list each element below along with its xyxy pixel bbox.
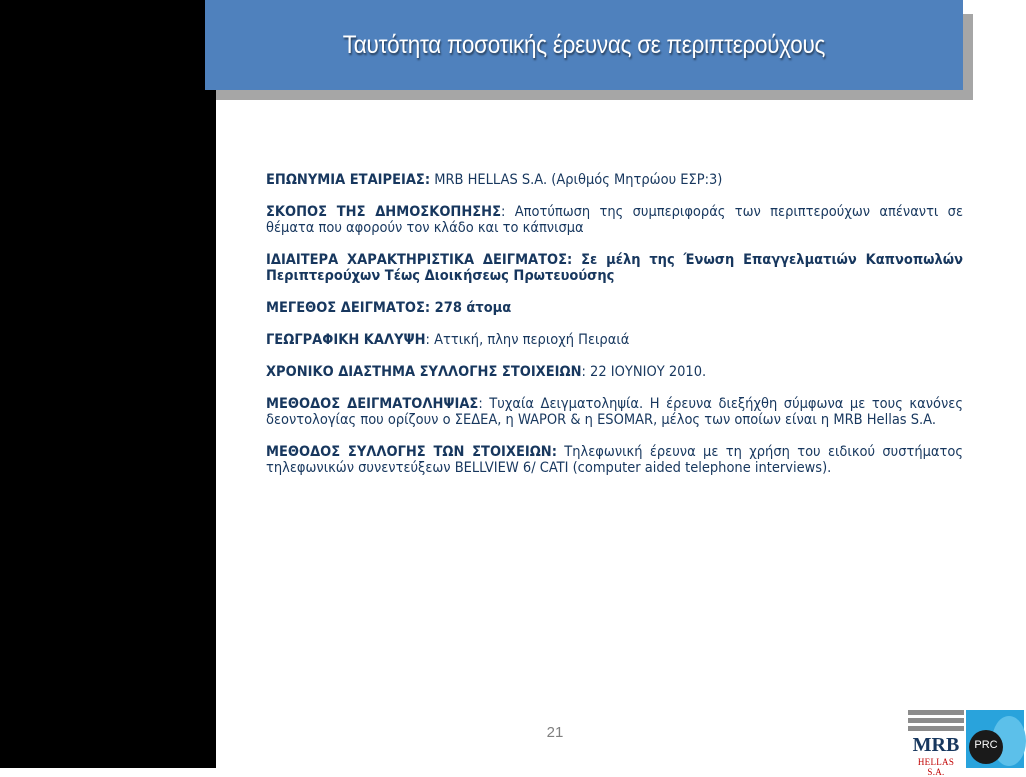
- para-survey-purpose: [266, 204, 963, 236]
- label-data-collection-period: ΧΡΟΝΙΚΟ ΔΙΑΣΤΗΜΑ ΣΥΛΛΟΓΗΣ ΣΤΟΙΧΕΙΩΝ: [266, 364, 582, 380]
- value-company-name: MRB HELLAS S.A. (Αριθμός Μητρώου ΕΣΡ:3): [430, 172, 723, 188]
- mrb-logo-bars: [908, 710, 964, 734]
- para-data-collection-method: [266, 444, 963, 476]
- para-company-name: [266, 172, 963, 188]
- label-survey-purpose: ΣΚΟΠΟΣ ΤΗΣ ΔΗΜΟΣΚΟΠΗΣΗΣ: [266, 204, 501, 220]
- label-sample-size: ΜΕΓΕΘΟΣ ΔΕΙΓΜΑΤΟΣ: 278 άτομα: [266, 300, 512, 316]
- survey-details: [266, 172, 963, 492]
- label-sampling-method: ΜΕΘΟΔΟΣ ΔΕΙΓΜΑΤΟΛΗΨΙΑΣ: [266, 396, 479, 412]
- para-sample-size: [266, 300, 963, 316]
- para-data-collection-period: [266, 364, 963, 380]
- page-title: Ταυτότητα ποσοτικής έρευνας σε περιπτερούχους: [342, 30, 826, 59]
- page-number: 21: [546, 724, 564, 741]
- value-data-collection-period: : 22 ΙΟΥΝΙΟΥ 2010.: [581, 364, 707, 380]
- value-geographic-coverage: : Αττική, πλην περιοχή Πειραιά: [425, 332, 630, 348]
- label-data-collection-method: ΜΕΘΟΔΟΣ ΣΥΛΛΟΓΗΣ ΤΩΝ ΣΤΟΙΧΕΙΩΝ:: [266, 444, 557, 460]
- label-sample-characteristics: ΙΔΙΑΙΤΕΡΑ ΧΑΡΑΚΤΗΡΙΣΤΙΚΑ ΔΕΙΓΜΑΤΟΣ: Σε μέλη της Ένωση Επαγγελματιών Καπνοπωλών Περιπτερούχων Τέως Διοικήσεως Πρωτευούσης: [266, 252, 963, 284]
- label-geographic-coverage: ΓΕΩΓΡΑΦΙΚΗ ΚΑΛΥΨΗ: [266, 332, 426, 348]
- left-black-bar: [0, 0, 216, 768]
- prc-logo: [966, 710, 1024, 768]
- para-sampling-method: [266, 396, 963, 428]
- mrb-hellas-logo: [908, 710, 964, 777]
- value-sampling-method: : Τυχαία Δειγματοληψία. Η έρευνα διεξήχθη σύμφωνα με τους κανόνες δεοντολογίας που ορίζουν ο ΣΕΔΕΑ, η WAPOR & η ESOMAR, μέλος των οποίων είναι η MRB Hellas S.A.: [266, 396, 963, 428]
- prc-logo-text: PRC: [974, 739, 998, 751]
- mrb-logo-text: MRB: [912, 734, 960, 756]
- para-geographic-coverage: [266, 332, 963, 348]
- para-sample-characteristics: [266, 252, 963, 284]
- value-data-collection-method: Τηλεφωνική έρευνα με τη χρήση του ειδικού συστήματος τηλεφωνικών συνεντεύξεων BELLVIEW 6/ CATI (computer aided telephone interviews).: [266, 444, 963, 476]
- label-company-name: ΕΠΩΝΥΜΙΑ ΕΤΑΙΡΕΙΑΣ:: [266, 172, 431, 188]
- mrb-logo-subtext: HELLAS S.A.: [917, 757, 955, 777]
- value-survey-purpose: : Αποτύπωση της συμπεριφοράς των περιπτερούχων απέναντι σε θέματα που αφορούν τον κλάδο και το κάπνισμα: [266, 204, 963, 236]
- title-banner: [205, 0, 963, 90]
